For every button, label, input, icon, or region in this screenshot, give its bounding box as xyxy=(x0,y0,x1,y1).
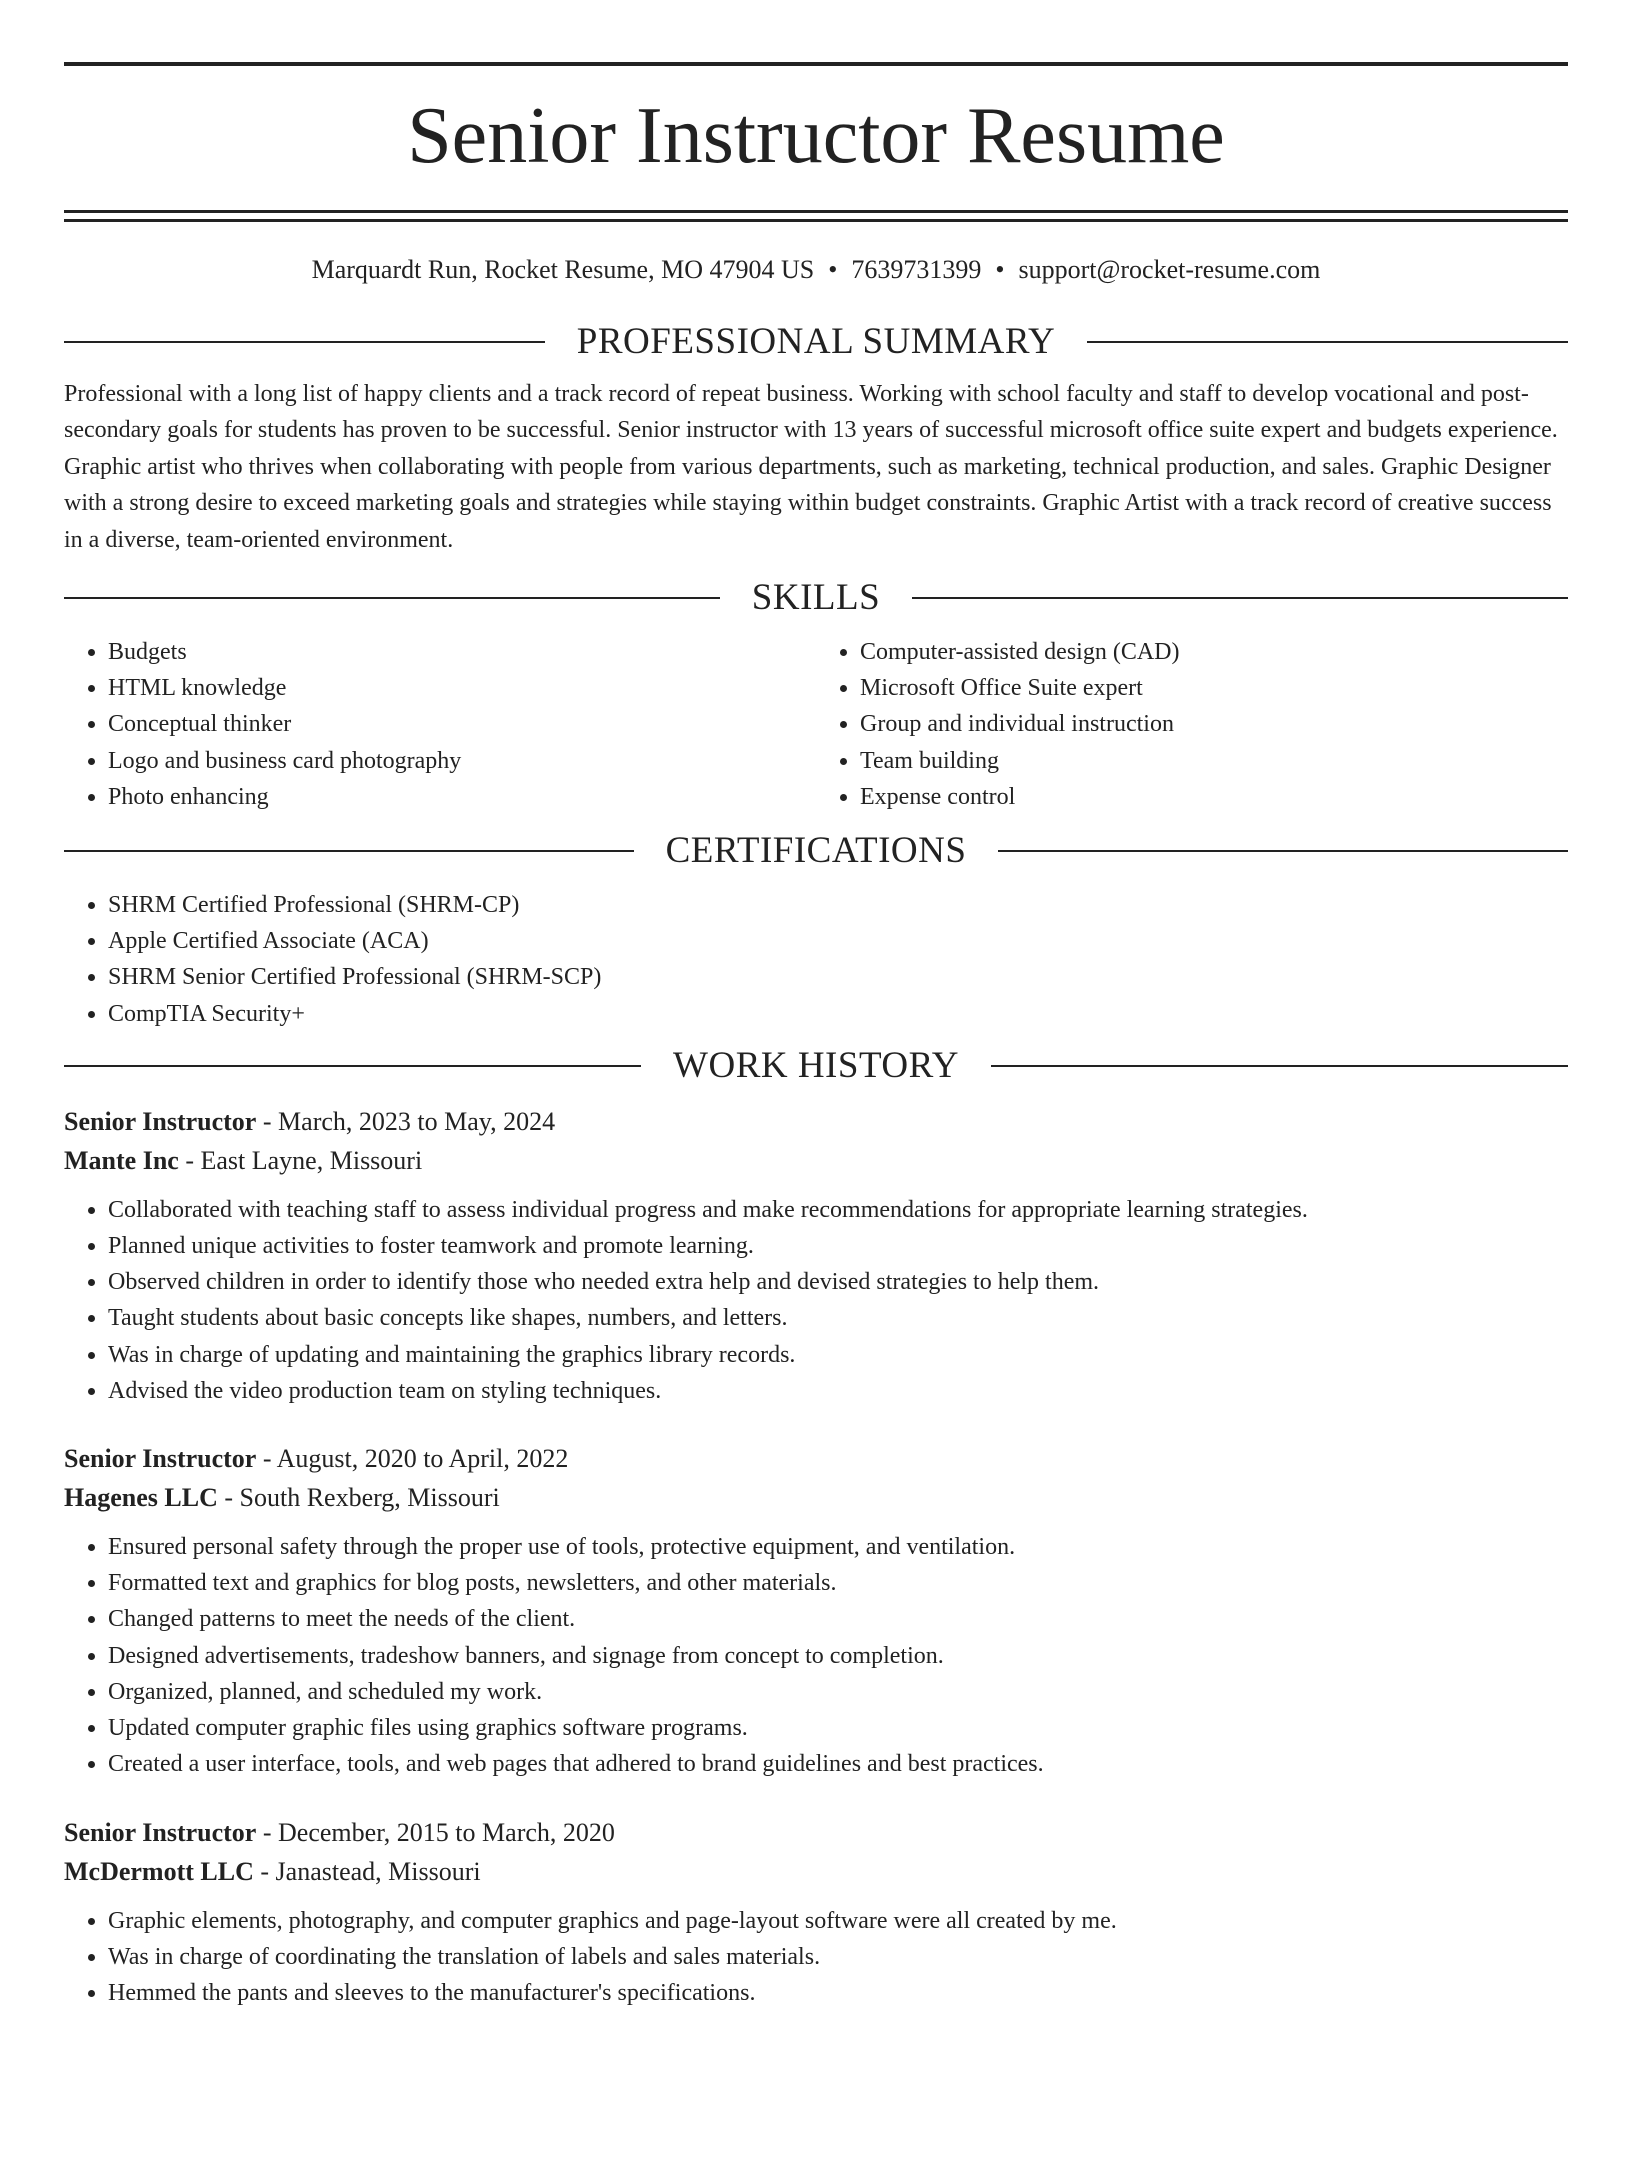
section-rule xyxy=(998,850,1568,852)
section-header-certifications xyxy=(64,829,1568,873)
job-title-line: Senior Instructor - August, 2020 to April, 2022 xyxy=(64,1444,569,1474)
job-bullet: • Hemmed the pants and sleeves to the manufacturer's specifications. xyxy=(108,1975,1568,2011)
section-rule xyxy=(64,341,545,343)
job-bullets xyxy=(64,1529,1568,1782)
section-rule xyxy=(912,597,1568,599)
certification-item: • SHRM Senior Certified Professional (SHRM-SCP) xyxy=(108,959,1568,995)
section-header-skills xyxy=(64,576,1568,620)
contact-line xyxy=(64,254,1568,286)
section-title: WORK HISTORY xyxy=(673,1044,959,1086)
job-bullet: • Was in charge of updating and maintaining the graphics library records. xyxy=(108,1337,1568,1373)
certification-item: • SHRM Certified Professional (SHRM-CP) xyxy=(108,887,1568,923)
job-bullet: • Designed advertisements, tradeshow banners, and signage from concept to completion. xyxy=(108,1638,1568,1674)
job-bullet: • Formatted text and graphics for blog posts, newsletters, and other materials. xyxy=(108,1565,1568,1601)
job-company-line: McDermott LLC - Janastead, Missouri xyxy=(64,1856,481,1886)
certification-item: • CompTIA Security+ xyxy=(108,996,1568,1032)
skills-column-left xyxy=(64,634,816,815)
job-entry xyxy=(64,1439,1568,1782)
job-bullet: • Created a user interface, tools, and web pages that adhered to brand guidelines and best practices. xyxy=(108,1746,1568,1782)
job-title-line: Senior Instructor - December, 2015 to March, 2020 xyxy=(64,1817,615,1847)
contact-email: support@rocket-resume.com xyxy=(1018,255,1321,284)
job-dates: March, 2023 to May, 2024 xyxy=(278,1106,556,1136)
section-rule xyxy=(64,850,634,852)
job-location: South Rexberg, Missouri xyxy=(239,1483,500,1513)
job-bullet: • Graphic elements, photography, and computer graphics and page-layout software were all created by me. xyxy=(108,1903,1568,1939)
skill-item: • Logo and business card photography xyxy=(108,743,816,779)
job-location: East Layne, Missouri xyxy=(200,1145,423,1175)
section-rule xyxy=(64,1065,641,1067)
section-title: SKILLS xyxy=(751,577,881,619)
job-bullet: • Observed children in order to identify those who needed extra help and devised strategies to help them. xyxy=(108,1264,1568,1300)
skill-item: • Expense control xyxy=(860,779,1568,815)
section-rule xyxy=(64,597,720,599)
job-bullets xyxy=(64,1192,1568,1409)
job-location: Janastead, Missouri xyxy=(275,1856,481,1886)
job-title: Senior Instructor xyxy=(64,1444,257,1474)
job-bullet: • Collaborated with teaching staff to assess individual progress and make recommendations for appropriate learning strategies. xyxy=(108,1192,1568,1228)
job-bullet: • Changed patterns to meet the needs of the client. xyxy=(108,1601,1568,1637)
job-company: McDermott LLC xyxy=(64,1856,254,1886)
job-company-line: Hagenes LLC - South Rexberg, Missouri xyxy=(64,1483,500,1513)
skill-item: • Conceptual thinker xyxy=(108,706,816,742)
section-header-summary xyxy=(64,320,1568,364)
contact-address: Marquardt Run, Rocket Resume, MO 47904 US xyxy=(311,255,815,284)
job-company: Hagenes LLC xyxy=(64,1483,218,1513)
job-dates: December, 2015 to March, 2020 xyxy=(278,1817,615,1847)
job-company: Mante Inc xyxy=(64,1145,179,1175)
title-double-rule xyxy=(64,210,1568,222)
certifications-list xyxy=(64,887,1568,1032)
job-bullets xyxy=(64,1903,1568,2012)
job-title: Senior Instructor xyxy=(64,1106,257,1136)
job-title-line: Senior Instructor - March, 2023 to May, 2024 xyxy=(64,1106,556,1136)
skills-column-right xyxy=(816,634,1568,815)
top-rule xyxy=(64,62,1568,66)
contact-phone: 7639731399 xyxy=(851,255,982,284)
contact-separator: • xyxy=(995,255,1005,284)
job-bullet: • Advised the video production team on styling techniques. xyxy=(108,1373,1568,1409)
job-bullet: • Updated computer graphic files using graphics software programs. xyxy=(108,1710,1568,1746)
job-dates: August, 2020 to April, 2022 xyxy=(276,1444,569,1474)
job-entry xyxy=(64,1102,1568,1409)
section-title: PROFESSIONAL SUMMARY xyxy=(576,321,1056,362)
section-header-work-history xyxy=(64,1044,1568,1088)
job-bullet: • Was in charge of coordinating the translation of labels and sales materials. xyxy=(108,1939,1568,1975)
job-bullet: • Planned unique activities to foster teamwork and promote learning. xyxy=(108,1228,1568,1264)
skill-item: • Budgets xyxy=(108,634,816,670)
skill-item: • Microsoft Office Suite expert xyxy=(860,670,1568,706)
skill-item: • HTML knowledge xyxy=(108,670,816,706)
skill-item: • Team building xyxy=(860,743,1568,779)
job-company-line: Mante Inc - East Layne, Missouri xyxy=(64,1145,423,1175)
certification-item: • Apple Certified Associate (ACA) xyxy=(108,923,1568,959)
resume-title: Senior Instructor Resume xyxy=(407,92,1225,180)
skill-item: • Photo enhancing xyxy=(108,779,816,815)
contact-separator: • xyxy=(828,255,838,284)
section-title: CERTIFICATIONS xyxy=(665,830,967,872)
job-bullet: • Organized, planned, and scheduled my work. xyxy=(108,1674,1568,1710)
skill-item: • Computer-assisted design (CAD) xyxy=(860,634,1568,670)
job-bullet: • Taught students about basic concepts like shapes, numbers, and letters. xyxy=(108,1300,1568,1336)
skills-list xyxy=(64,634,1568,815)
job-title: Senior Instructor xyxy=(64,1817,257,1847)
resume-page xyxy=(64,62,1568,2011)
section-rule xyxy=(1087,341,1568,343)
job-entry xyxy=(64,1813,1568,2012)
section-rule xyxy=(991,1065,1568,1067)
summary-paragraph: Professional with a long list of happy clients and a track record of repeat business. Working with school faculty and staff to develop vocational and post-secondary goals for students has proven to be successful. Senior instructor with 13 years of successful microsoft office suite expert and budgets experience. Graphic artist who thrives when collaborating with people from various departments, such as marketing, technical production, and sales. Graphic Designer with a strong desire to exceed marketing goals and strategies while staying within budget constraints. Graphic Artist with a track record of creative success in a diverse, team-oriented environment. xyxy=(64,381,1558,553)
job-bullet: • Ensured personal safety through the proper use of tools, protective equipment, and ventilation. xyxy=(108,1529,1568,1565)
skill-item: • Group and individual instruction xyxy=(860,706,1568,742)
